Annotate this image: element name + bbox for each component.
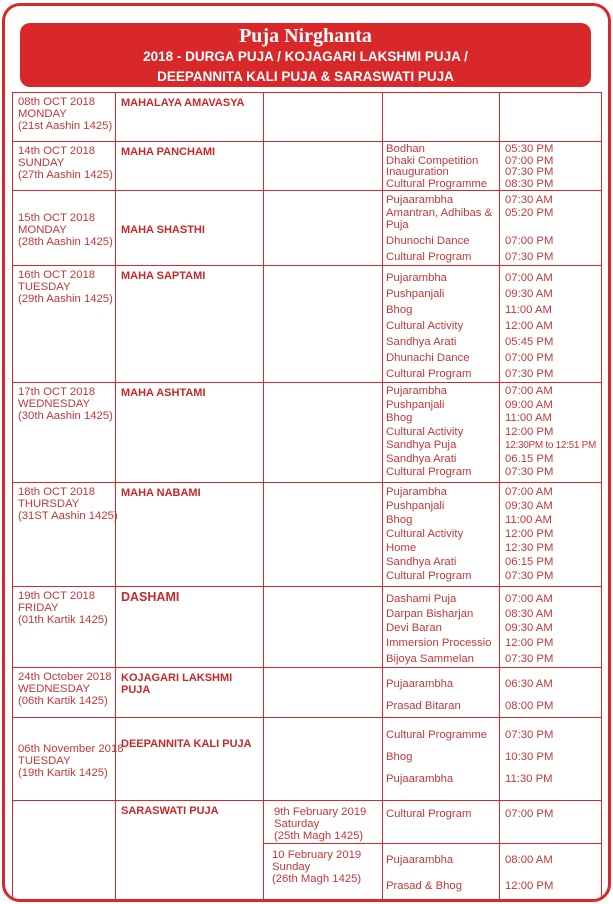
event-name: Pujaarambha [386,194,454,206]
event-time: 12:00 PM [505,425,554,438]
events-cell [383,587,500,668]
event-time: 06:30 AM [505,678,553,690]
date-line: TUESDAY [18,754,71,767]
event-time: 11:00 AM [505,304,552,316]
event-name: Pujaarambha [386,773,454,785]
date-line: 19th OCT 2018 [18,590,96,602]
event-time: 07:00 AM [505,385,553,397]
table-row [13,801,602,844]
date-line: 17th OCT 2018 [18,386,96,398]
event-time: 12:30PM to 12:51 PM [505,440,597,451]
event-name: Bhog [386,751,413,763]
event-name: Pujaarambha [386,854,454,866]
empty-cell [264,383,383,483]
date-cell [13,668,116,718]
date-cell [13,191,116,266]
event-time: 07:30 PM [505,653,554,665]
events-cell [383,801,500,844]
event-name: Sandhya Arati [386,452,457,465]
empty-cell [264,191,383,266]
event-name: Cultural Activity [386,425,464,438]
events-cell [383,93,500,142]
sub-date-cell [264,844,383,900]
event-name: Pujarambha [386,385,447,397]
event-name: Bodhan [386,143,425,155]
event-name: Dhunochi Dance [386,235,470,247]
date-line: (25th Magh 1425) [274,830,364,842]
event-name: Devi Baran [386,622,442,634]
times-cell [500,93,602,142]
festival-name: MAHA ASHTAMI [116,383,264,483]
event-time: 12:00 PM [505,637,554,649]
empty-cell [13,801,116,900]
date-line: FRIDAY [18,602,59,614]
event-name: Pujarambha [386,486,447,498]
event-name: Pushpanjali [386,500,445,512]
events-cell [383,191,500,266]
date-line: 9th February 2019 [274,806,367,818]
festival-name: DEEPANNITA KALI PUJA [116,718,264,801]
event-name: Cultural Activity [386,320,464,332]
event-name: Bijoya Sammelan [386,653,474,665]
event-time: 09:30 AM [505,288,553,300]
date-line: (21st Aashin 1425) [18,120,113,132]
event-time: 08:00 AM [505,854,553,866]
times-cell [500,668,602,718]
event-time: 05:45 PM [505,336,554,348]
event-name: Dhunachi Dance [386,352,470,364]
date-line: WEDNESDAY [18,398,90,410]
date-cell [13,383,116,483]
event-time: 07:30 AM [505,194,553,206]
date-line: (26th Magh 1425) [272,873,362,885]
date-line: Saturday [274,818,320,830]
date-cell [13,142,116,191]
event-time: 09:30 AM [505,500,553,512]
table-row [13,483,602,587]
events-cell [383,266,500,383]
event-time: 08:00 PM [505,700,554,712]
times-cell [500,191,602,266]
date-line: (06th Kartik 1425) [18,695,108,707]
date-cell [13,266,116,383]
times-cell [500,587,602,668]
date-cell [13,587,116,668]
date-line: WEDNESDAY [18,683,90,695]
table-row [13,718,602,801]
date-cell [13,718,124,801]
empty-cell [264,93,383,142]
event-time: 10:30 PM [505,751,554,763]
subtitle-line-1: 2018 - DURGA PUJA / KOJAGARI LAKSHMI PUJA / [143,49,468,64]
date-line: 14th OCT 2018 [18,145,96,157]
times-cell [500,383,602,483]
event-time: 07:00 AM [505,272,553,284]
event-time: 07:30 PM [505,251,554,263]
event-name: Cultural Programme [386,177,488,190]
empty-cell [264,718,383,801]
event-time: 05:30 PM [505,143,554,155]
festival-name: KOJAGARI LAKSHMI PUJA [116,668,264,718]
event-name: Amantran, Adhibas & Puja [386,207,493,231]
date-line: (19th Kartik 1425) [18,766,108,779]
event-name: Cultural Program [386,466,472,478]
empty-cell [264,142,383,191]
schedule-table [12,92,602,900]
date-line: MONDAY [18,108,67,120]
table-row [13,266,602,383]
event-time: 09:30 AM [505,622,553,634]
festival-name: MAHA SAPTAMI [116,266,264,383]
event-name: Cultural Programme [386,729,488,741]
times-cell [500,801,602,844]
date-line: (30th Aashin 1425) [18,410,113,422]
times-cell [500,266,602,383]
date-line: 18th OCT 2018 [18,486,96,498]
empty-cell [264,587,383,668]
festival-name: MAHA NABAMI [116,483,264,587]
event-time: 07:00 AM [505,593,553,605]
times-cell [500,844,602,900]
date-cell [13,483,116,587]
event-name: Pushpanjali [386,398,445,411]
event-name: Sandhya Puja [386,439,457,451]
event-time: 09:00 AM [505,398,553,411]
date-line: (29th Aashin 1425) [18,293,113,305]
date-line: 10 February 2019 [272,849,362,861]
event-name: Bhog [386,412,413,424]
event-name: Dashami Puja [386,593,457,605]
event-time: 07:00 PM [505,808,554,820]
date-line: (27th Aashin 1425) [18,169,113,181]
events-cell [383,844,500,900]
event-time: 07:00 PM [505,352,554,364]
empty-cell [264,266,383,383]
events-cell [383,383,500,483]
times-cell [500,718,602,801]
event-name: Bhog [386,514,413,526]
festival-name: SARASWATI PUJA [116,801,264,900]
table-row [13,587,602,668]
event-name: Sandhya Arati [386,336,457,348]
event-time: 12:00 PM [505,880,554,892]
event-name: Cultural Program [386,570,472,582]
event-name: Dhaki Competition [386,154,479,167]
event-time: 12:00 PM [505,528,554,540]
date-line: 06th November 2018 [18,742,124,755]
event-name: Cultural Program [386,368,472,380]
table-row [13,142,602,191]
title-banner [20,23,591,87]
page-title: Puja Nirghanta [239,25,372,47]
event-time: 11:00 AM [505,412,552,424]
event-name: Immersion Processio [386,637,492,649]
subtitle-line-2: DEEPANNITA KALI PUJA & SARASWATI PUJA [157,69,454,84]
event-time: 11:00 AM [505,514,552,526]
events-cell [383,718,500,801]
event-time: 11:30 PM [505,773,553,785]
date-line: 08th OCT 2018 [18,96,96,108]
event-name: Prasad Bitaran [386,700,461,712]
empty-cell [264,668,383,718]
empty-cell [264,483,383,587]
date-line: THURSDAY [18,498,80,510]
events-cell [383,668,500,718]
date-line: (28th Aashin 1425) [18,235,113,248]
date-line: TUESDAY [18,281,71,293]
sub-date-cell [264,801,383,844]
date-line: 15th OCT 2018 [18,211,96,224]
date-line: (01th Kartik 1425) [18,614,108,626]
table-row [13,668,602,718]
festival-name: MAHA PANCHAMI [116,142,264,191]
event-time: 07:00 PM [505,154,554,167]
date-line: (31ST Aashin 1425) [18,510,118,522]
event-time: 07:30 PM [505,729,554,741]
date-line: Sunday [272,861,311,873]
event-time: 08:30 PM [505,177,554,190]
event-name: Cultural Activity [386,528,464,540]
event-time: 07:30 PM [505,166,554,178]
times-cell [500,483,602,587]
event-time: 07:30 PM [505,368,554,380]
festival-name: DASHAMI [116,587,264,668]
event-time: 08:30 AM [505,608,553,620]
times-cell [500,142,602,191]
event-time: 12:30 PM [505,542,554,554]
event-name: Pujaarambha [386,678,454,690]
table-row [13,383,602,483]
event-name: Bhog [386,304,413,316]
event-name: Inauguration [386,166,449,178]
event-name: Prasad & Bhog [386,880,462,892]
table-row [13,191,602,266]
date-cell [13,93,116,142]
event-name: Home [386,542,417,554]
event-time: 07:30 PM [505,466,554,478]
event-time: 07:00 AM [505,486,553,498]
event-time: 07:00 PM [505,235,554,247]
event-name: Sandhya Arati [386,556,457,568]
events-cell [383,483,500,587]
event-time: 07:30 PM [505,570,554,582]
date-line: 24th October 2018 [18,671,112,683]
festival-name: MAHALAYA AMAVASYA [116,93,264,142]
table-row [13,93,602,142]
event-name: Pushpanjali [386,288,445,300]
events-cell [383,142,500,191]
date-line: SUNDAY [18,157,65,169]
date-line: MONDAY [18,223,67,236]
festival-name: MAHA SHASTHI [116,191,264,266]
event-name: Cultural Program [386,251,472,263]
event-name: Darpan Bisharjan [386,608,474,620]
event-time: 05:20 PM [505,207,554,219]
event-name: Cultural Program [386,808,472,820]
date-line: 16th OCT 2018 [18,269,96,281]
event-name: Pujarambha [386,272,447,284]
event-time: 06.15 PM [505,452,554,465]
event-time: 12:00 AM [505,320,553,332]
event-time: 06:15 PM [505,556,554,568]
